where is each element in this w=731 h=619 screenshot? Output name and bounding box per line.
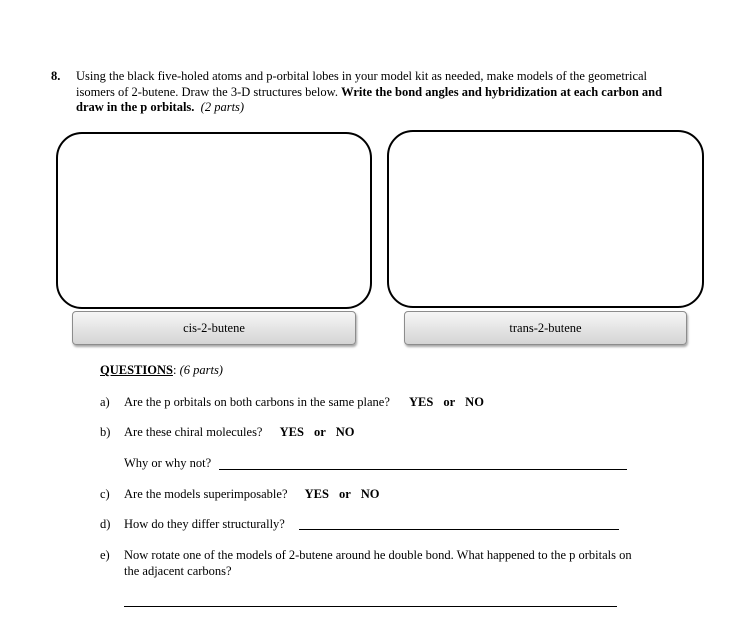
cis-drawing-box[interactable]: [56, 132, 372, 309]
trans-label-bar: [404, 311, 687, 345]
cis-label: cis-2-butene: [183, 320, 245, 335]
questions-parts: (6 parts): [179, 363, 223, 377]
why-answer-line[interactable]: [219, 469, 627, 470]
cis-label-bar: [72, 311, 356, 345]
question-number: 8.: [51, 69, 61, 83]
question-e-text-line2: the adjacent carbons?: [124, 563, 232, 578]
question-d-text: How do they differ structurally?: [124, 517, 285, 531]
questions-title: QUESTIONS: [100, 363, 173, 377]
question-b-why: Why or why not?: [124, 456, 212, 470]
question-c: c) Are the models superimposable? YES or NO: [100, 487, 380, 501]
question-prompt: [76, 69, 686, 116]
question-c-no[interactable]: NO: [360, 487, 380, 501]
question-e: e) Now rotate one of the models of 2-butene around he double bond. What happened to the p orbitals on the adjacent carbons?: [100, 548, 680, 579]
question-b-yes[interactable]: YES: [279, 425, 304, 439]
question-c-yes[interactable]: YES: [304, 487, 329, 501]
question-c-text: Are the models superimposable?: [124, 487, 288, 501]
trans-label: trans-2-butene: [509, 320, 582, 335]
question-a-no[interactable]: NO: [465, 395, 484, 409]
question-text: Using the black five-holed atoms and p-orbital lobes in your model kit as needed, make models of the geometrical isomers of 2-butene. Draw the 3-D structures below.: [76, 69, 648, 99]
question-b: b) Are these chiral molecules? YES or NO: [100, 425, 355, 439]
differ-answer-line[interactable]: [299, 529, 619, 530]
question-a-text: Are the p orbitals on both carbons in the same plane?: [124, 395, 390, 409]
question-a-yes[interactable]: YES: [409, 395, 434, 409]
trans-drawing-box[interactable]: [387, 130, 704, 308]
question-b-no[interactable]: NO: [335, 425, 355, 439]
question-e-text-line1: Now rotate one of the models of 2-butene around he double bond. What happened to the p orbitals on: [124, 548, 632, 562]
questions-header: QUESTIONS: (6 parts): [100, 363, 223, 377]
rotate-answer-line[interactable]: [124, 606, 617, 607]
question-b-text: Are these chiral molecules?: [124, 425, 263, 439]
question-instruction-bold: Write the bond angles and hybridization at each carbon and draw in the p orbitals.: [76, 84, 663, 114]
question-parts: (2 parts): [200, 100, 245, 114]
question-d: d) How do they differ structurally?: [100, 517, 285, 531]
question-a: a) Are the p orbitals on both carbons in the same plane? YES or NO: [100, 395, 484, 409]
